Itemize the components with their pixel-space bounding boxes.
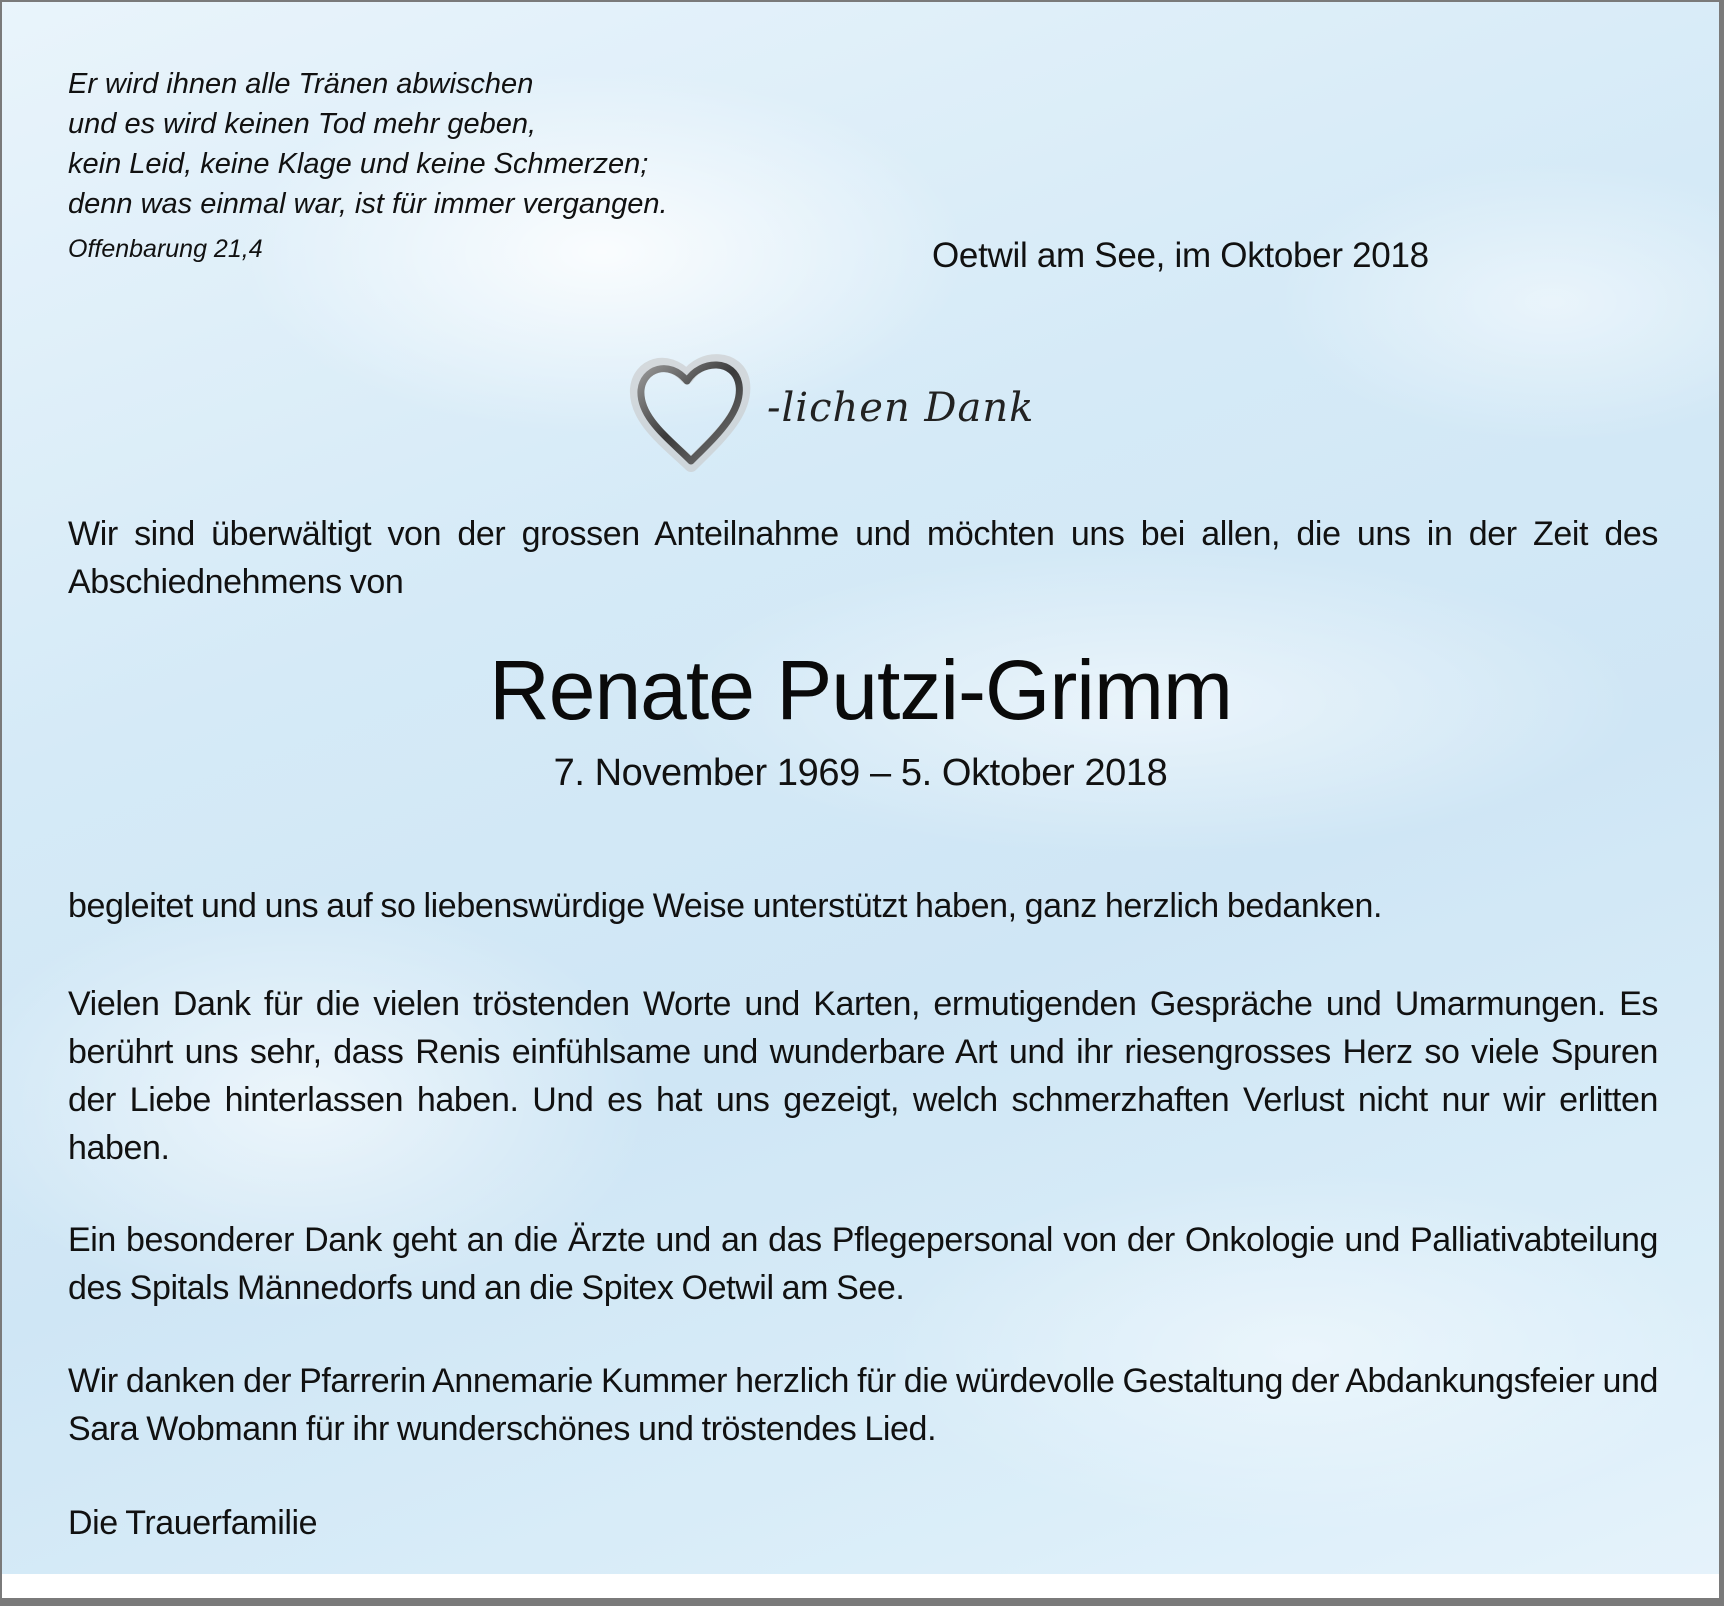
continuation-paragraph: begleitet und uns auf so liebenswürdige Weise unterstützt haben, ganz herzlich bedanken. [68,887,1383,925]
heart-icon [627,347,757,477]
intro-paragraph: Wir sind überwältigt von der grossen Anteilnahme und möchten uns bei allen, die uns in der Zeit des Abschiednehmens von [68,515,1658,601]
quote-line: und es wird keinen Tod mehr geben, [68,108,537,140]
bottom-strip [2,1574,1719,1598]
special-thanks-paragraph: Ein besonderer Dank geht an die Ärzte und an das Pflegepersonal von der Onkologie und Palliativabteilung des Spitals Männedorfs und an die Spitex Oetwil am See. [68,1221,1658,1307]
deceased-name: Renate Putzi-Grimm [489,643,1232,737]
life-dates: 7. November 1969 – 5. Oktober 2018 [553,752,1168,794]
bible-quote [68,64,668,224]
obituary-card [2,2,1719,1598]
pastor-thanks-paragraph: Wir danken der Pfarrerin Annemarie Kummer herzlich für die würdevolle Gestaltung der Abdankungsfeier und Sara Wobmann für ihr wunderschönes und tröstendes Lied. [68,1362,1658,1448]
logo-text: -lichen Dank [767,385,1035,431]
signature: Die Trauerfamilie [68,1504,318,1542]
quote-citation: Offenbarung 21,4 [68,235,263,263]
quote-line: denn was einmal war, ist für immer vergangen. [68,188,668,220]
thanks-paragraph: Vielen Dank für die vielen tröstenden Worte und Karten, ermutigenden Gespräche und Umarmungen. Es berührt uns sehr, dass Renis einfühlsame und wunderbare Art und ihr riesengrosses Herz so viele Spuren der Liebe hinterlassen haben. Und es hat uns gezeigt, welch schmerzhaften Verlust nicht nur wir erlitten haben. [68,985,1658,1167]
quote-line: kein Leid, keine Klage und keine Schmerzen; [68,148,649,180]
quote-line: Er wird ihnen alle Tränen abwischen [68,68,534,100]
herzlichen-dank-logo [627,347,1107,477]
place-date: Oetwil am See, im Oktober 2018 [932,236,1429,275]
